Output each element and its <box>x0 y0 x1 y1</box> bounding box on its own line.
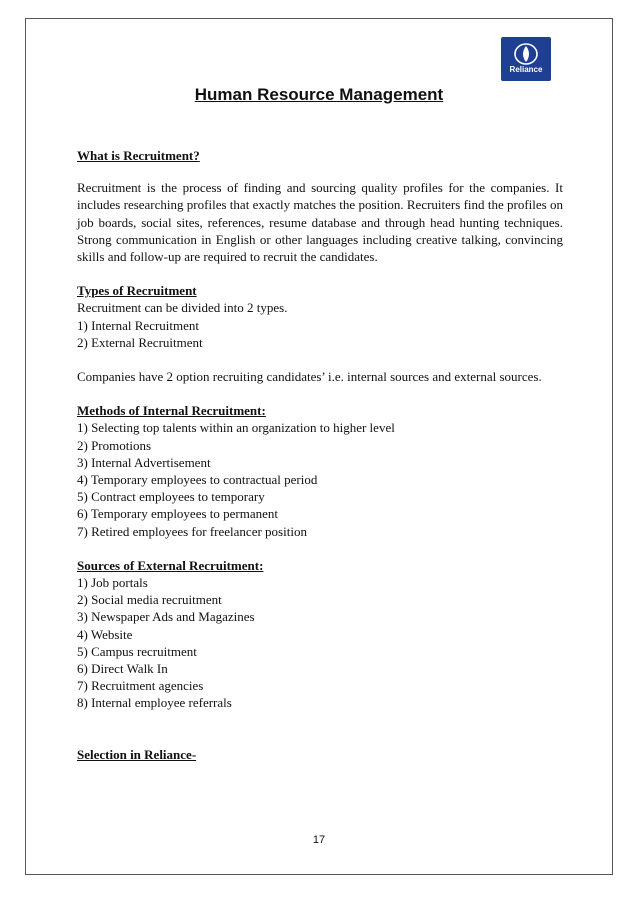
list-item: 4) Website <box>77 626 133 642</box>
types-heading: Types of Recruitment <box>77 283 197 299</box>
types-intro: Recruitment can be divided into 2 types. <box>77 300 288 316</box>
page-number: 17 <box>312 834 326 846</box>
list-item: 1) Job portals <box>77 575 148 591</box>
list-item: 2) Social media recruitment <box>77 592 222 608</box>
selection-heading: Selection in Reliance- <box>77 746 197 762</box>
reliance-emblem-icon <box>514 43 538 65</box>
list-item: 4) Temporary employees to contractual period <box>77 472 318 488</box>
external-list <box>77 574 563 712</box>
list-item: 1) Selecting top talents within an organization to higher level <box>77 420 395 436</box>
page-title: Human Resource Management <box>194 85 444 104</box>
internal-list <box>77 419 563 539</box>
document-body <box>77 147 563 763</box>
list-item: 6) Direct Walk In <box>77 661 168 677</box>
list-item: 6) Temporary employees to permanent <box>77 506 279 522</box>
list-item: 7) Recruitment agencies <box>77 678 204 694</box>
list-item: 8) Internal employee referrals <box>77 695 232 711</box>
what-body: Recruitment is the process of finding and sourcing quality profiles for the companies. It includes researching profiles that exactly matches the position. Recruiters find the profiles on job boards, social sites, references, resume database and through head hunting techniques. Strong communication in English or other languages including creative talking, convincing skills and follow-up are required to recruit the candidates. <box>77 180 563 265</box>
list-item: 3) Newspaper Ads and Magazines <box>77 609 255 625</box>
list-item: 5) Campus recruitment <box>77 643 197 659</box>
list-item: 7) Retired employees for freelancer position <box>77 523 307 539</box>
logo-text: Reliance <box>509 65 543 74</box>
list-item: 5) Contract employees to temporary <box>77 489 265 505</box>
external-heading: Sources of External Recruitment: <box>77 557 264 573</box>
list-item: 2) External Recruitment <box>77 334 203 350</box>
list-item: 2) Promotions <box>77 437 152 453</box>
what-heading: What is Recruitment? <box>77 148 200 163</box>
list-item: 3) Internal Advertisement <box>77 454 211 470</box>
internal-heading: Methods of Internal Recruitment: <box>77 403 266 419</box>
options-text: Companies have 2 option recruiting candidates’ i.e. internal sources and external sources. <box>77 369 542 385</box>
types-list <box>77 317 563 351</box>
list-item: 1) Internal Recruitment <box>77 317 200 333</box>
reliance-logo <box>501 37 551 81</box>
